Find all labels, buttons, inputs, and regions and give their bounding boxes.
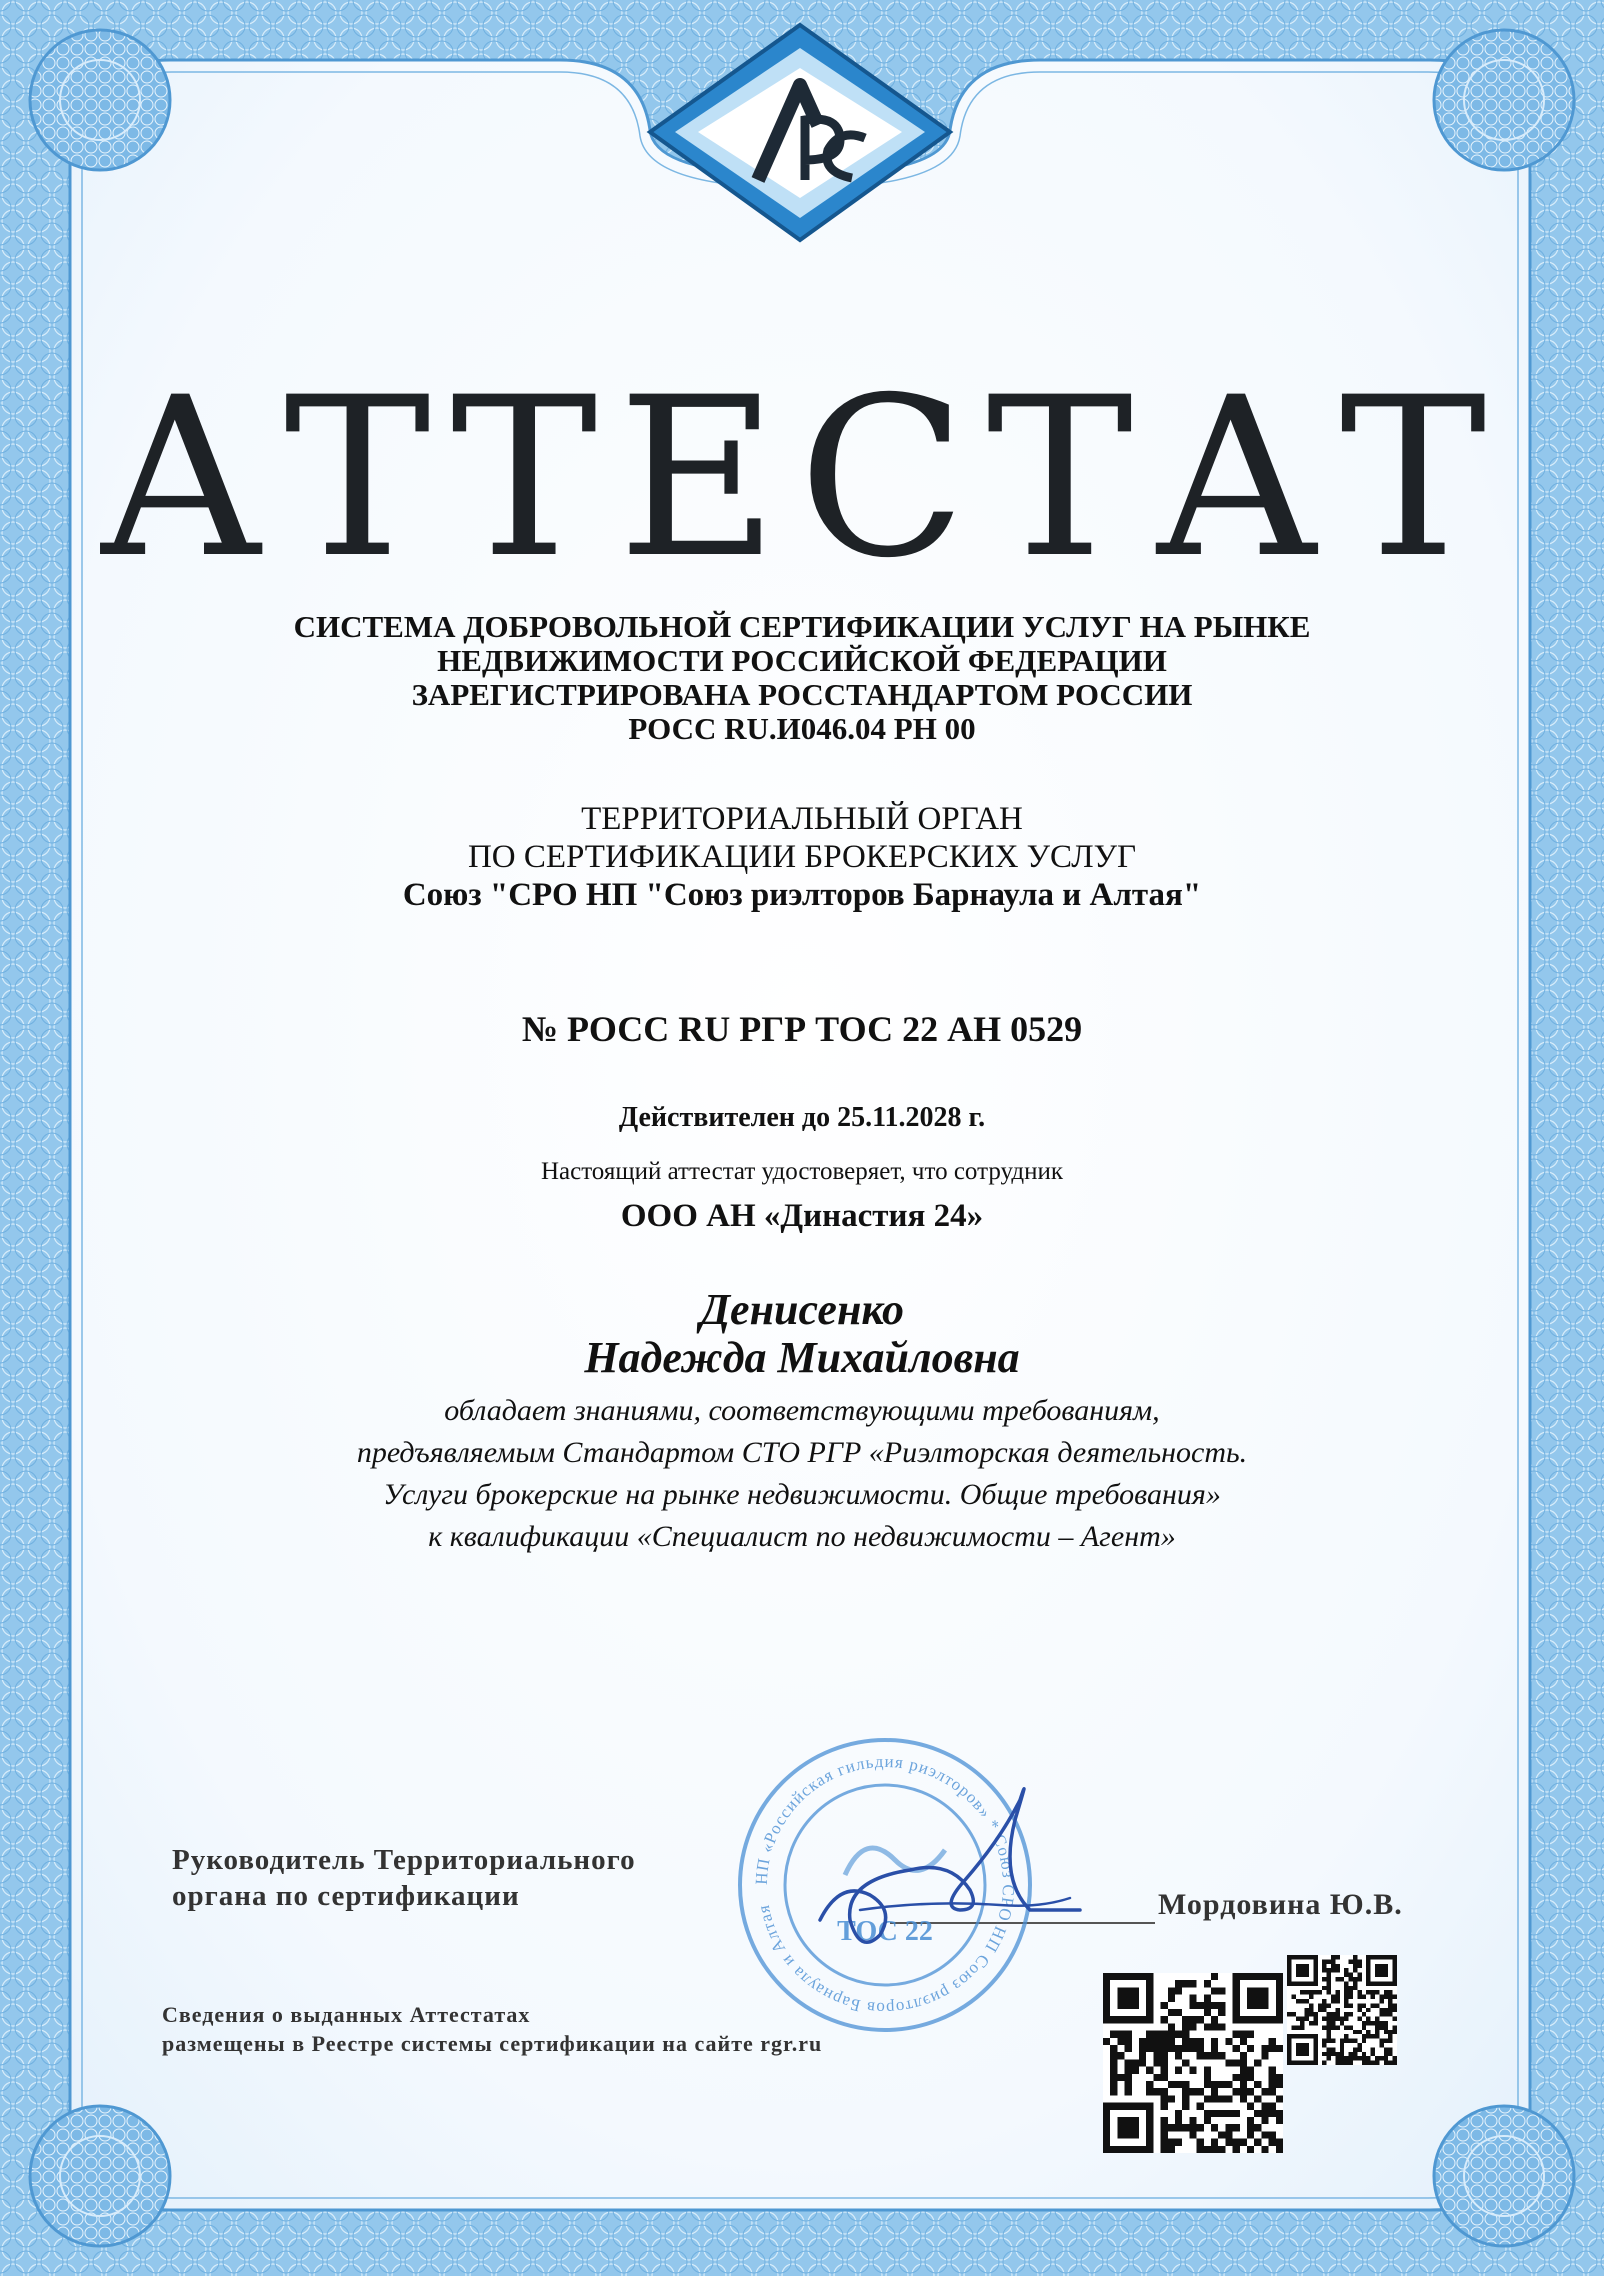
territorial-organ bbox=[0, 800, 1604, 914]
person-given-name: Надежда Михайловна bbox=[584, 1333, 1020, 1382]
signature-icon bbox=[800, 1760, 1090, 1970]
corner-rosette-bl bbox=[30, 2106, 170, 2246]
certificate-title: АТТЕСТАТ bbox=[97, 350, 1507, 606]
person-name bbox=[0, 1286, 1604, 1382]
seal-center-text: ТОС 22 bbox=[837, 1916, 933, 1947]
organ-line: ТЕРРИТОРИАЛЬНЫЙ ОРГАН bbox=[581, 801, 1023, 837]
organ-union-name: Союз "СРО НП "Союз риэлторов Барнаула и Алтая" bbox=[402, 877, 1202, 913]
description-line: Услуги брокерские на рынке недвижимости. Общие требования» bbox=[383, 1478, 1221, 1511]
organ-line: ПО СЕРТИФИКАЦИИ БРОКЕРСКИХ УСЛУГ bbox=[467, 839, 1137, 875]
certificate-number: № РОСС RU РГР ТОС 22 АН 0529 bbox=[521, 1009, 1083, 1049]
logo bbox=[640, 20, 960, 255]
system-line: РОСС RU.И046.04 РН 00 bbox=[628, 711, 976, 746]
system-line: СИСТЕМА ДОБРОВОЛЬНОЙ СЕРТИФИКАЦИИ УСЛУГ НА РЫНКЕ bbox=[293, 609, 1311, 644]
registry-line: Сведения о выданных Аттестатах bbox=[162, 2002, 531, 2027]
person-surname: Денисенко bbox=[699, 1285, 904, 1334]
description-line: предъявляемым Стандартом СТО РГР «Риэлторская деятельность. bbox=[356, 1436, 1248, 1469]
signatory-title-line: Руководитель Территориального bbox=[172, 1844, 636, 1876]
registry-line: размещены в Реестре системы сертификации на сайте rgr.ru bbox=[162, 2031, 823, 2056]
signatory-name: Мордовина Ю.В. bbox=[1158, 1888, 1403, 1921]
certification-system bbox=[0, 610, 1604, 746]
rgr-diamond-logo-icon bbox=[640, 20, 960, 250]
signatory-title-line: органа по сертификации bbox=[172, 1880, 520, 1912]
corner-rosette-tr bbox=[1434, 30, 1574, 170]
system-line: НЕДВИЖИМОСТИ РОССИЙСКОЙ ФЕДЕРАЦИИ bbox=[437, 643, 1167, 678]
certifies-text: Настоящий аттестат удостоверяет, что сотрудник bbox=[540, 1158, 1064, 1185]
qr-code-small-icon bbox=[1287, 1955, 1397, 2065]
signatory-title bbox=[172, 1842, 636, 1914]
description-line: обладает знаниями, соответствующими требованиям, bbox=[444, 1394, 1160, 1427]
qualification-description bbox=[0, 1390, 1604, 1558]
registry-note bbox=[162, 2000, 822, 2058]
corner-rosette-tl bbox=[30, 30, 170, 170]
svg-text:НП «Российская гильдия риэлтор: НП «Российская гильдия риэлторов» * Союз СРО НП Союз риэлторов Барнаула и Алтая bbox=[751, 1751, 1019, 2019]
valid-until: Действителен до 25.11.2028 г. bbox=[618, 1102, 986, 1133]
system-line: ЗАРЕГИСТРИРОВАНА РОССТАНДАРТОМ РОССИИ bbox=[411, 677, 1193, 712]
corner-rosette-br bbox=[1434, 2106, 1574, 2246]
description-line: к квалификации «Специалист по недвижимости – Агент» bbox=[428, 1520, 1176, 1553]
company-name: ООО АН «Династия 24» bbox=[620, 1198, 984, 1234]
qr-code-large-icon bbox=[1103, 1973, 1283, 2153]
